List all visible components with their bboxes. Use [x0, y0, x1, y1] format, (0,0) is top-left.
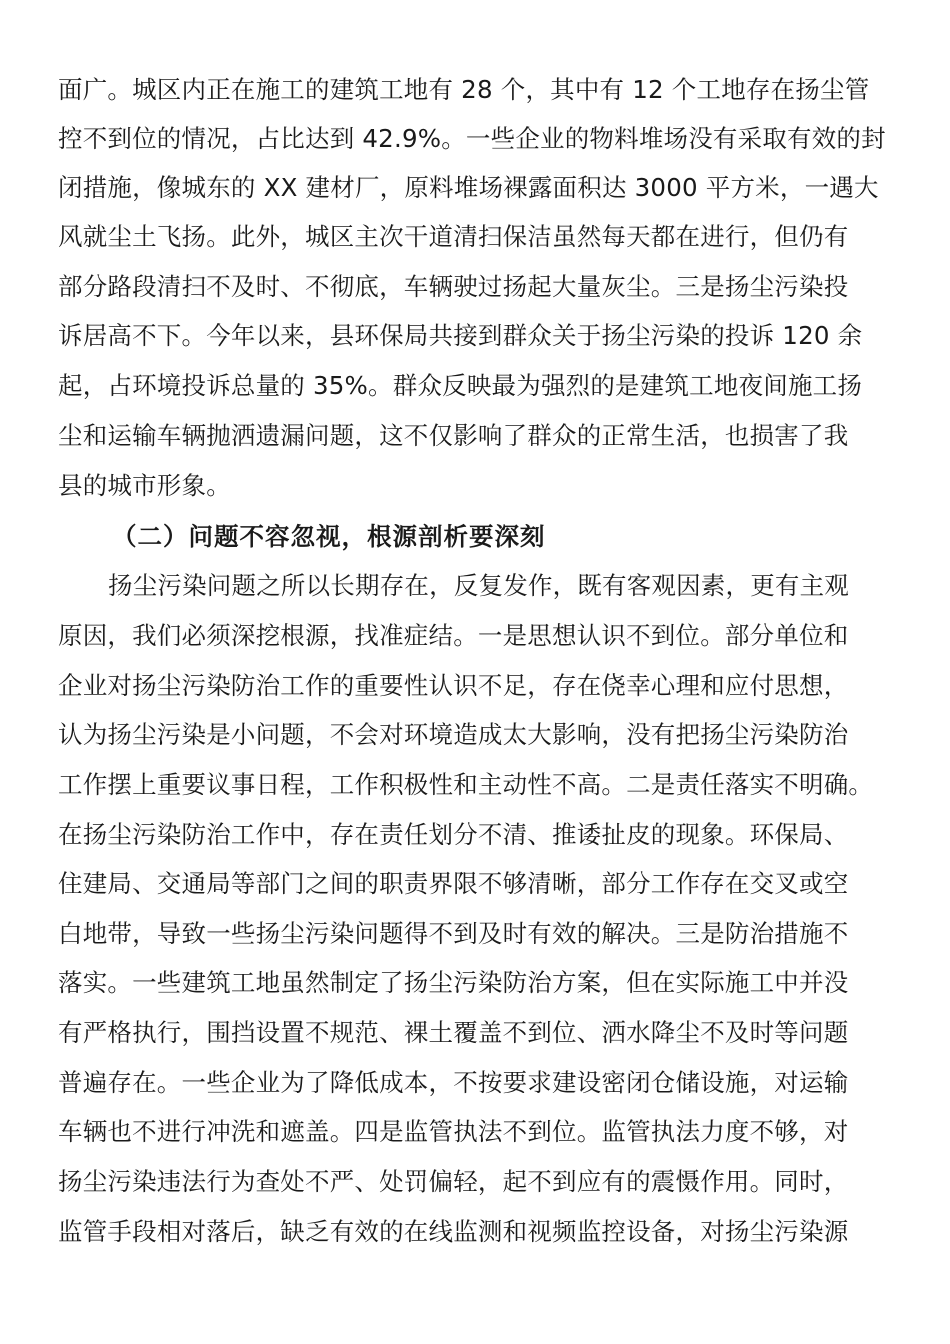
text-line: 尘和运输车辆抛洒遗漏问题，这不仅影响了群众的正常生活，也损害了我 — [58, 421, 849, 450]
text-line: 普遍存在。一些企业为了降低成本，不按要求建设密闭仓储设施，对运输 — [58, 1068, 849, 1097]
text-line: 部分路段清扫不及时、不彻底，车辆驶过扬起大量灰尘。三是扬尘污染投 — [58, 272, 849, 301]
text-line: 落实。一些建筑工地虽然制定了扬尘污染防治方案，但在实际施工中并没 — [58, 968, 849, 997]
text-line: 车辆也不进行冲洗和遮盖。四是监管执法不到位。监管执法力度不够，对 — [58, 1117, 849, 1146]
text-line: 监管手段相对落后，缺乏有效的在线监测和视频监控设备，对扬尘污染源 — [58, 1217, 849, 1246]
paragraph-first-line: 扬尘污染问题之所以长期存在，反复发作，既有客观因素，更有主观 — [108, 571, 849, 600]
text-line: 企业对扬尘污染防治工作的重要性认识不足，存在侥幸心理和应付思想， — [58, 671, 849, 700]
text-line: 原因，我们必须深挖根源，找准症结。一是思想认识不到位。部分单位和 — [58, 621, 849, 650]
text-line: 在扬尘污染防治工作中，存在责任划分不清、推诿扯皮的现象。环保局、 — [58, 820, 849, 849]
text-line: 扬尘污染违法行为查处不严、处罚偏轻，起不到应有的震慑作用。同时， — [58, 1167, 849, 1196]
text-line: 县的城市形象。 — [58, 471, 231, 500]
text-line: 面广。城区内正在施工的建筑工地有 28 个，其中有 12 个工地存在扬尘管 — [58, 75, 870, 104]
text-line: 闭措施，像城东的 XX 建材厂，原料堆场裸露面积达 3000 平方米，一遇大 — [58, 173, 879, 202]
text-line: 认为扬尘污染是小问题，不会对环境造成太大影响，没有把扬尘污染防治 — [58, 720, 849, 749]
text-line: 起，占环境投诉总量的 35%。群众反映最为强烈的是建筑工地夜间施工扬 — [58, 371, 863, 400]
text-line: 风就尘土飞扬。此外，城区主次干道清扫保洁虽然每天都在进行，但仍有 — [58, 222, 849, 251]
text-line: 诉居高不下。今年以来，县环保局共接到群众关于扬尘污染的投诉 120 余 — [58, 321, 863, 350]
text-line: 控不到位的情况，占比达到 42.9%。一些企业的物料堆场没有采取有效的封 — [58, 124, 886, 153]
text-line: 工作摆上重要议事日程，工作积极性和主动性不高。二是责任落实不明确。 — [58, 770, 874, 799]
text-line: 白地带，导致一些扬尘污染问题得不到及时有效的解决。三是防治措施不 — [58, 919, 849, 948]
text-line: 住建局、交通局等部门之间的职责界限不够清晰，部分工作存在交叉或空 — [58, 869, 849, 898]
section-heading: （二）问题不容忽视，根源剖析要深刻 — [112, 522, 546, 551]
text-line: 有严格执行，围挡设置不规范、裸土覆盖不到位、洒水降尘不及时等问题 — [58, 1018, 849, 1047]
